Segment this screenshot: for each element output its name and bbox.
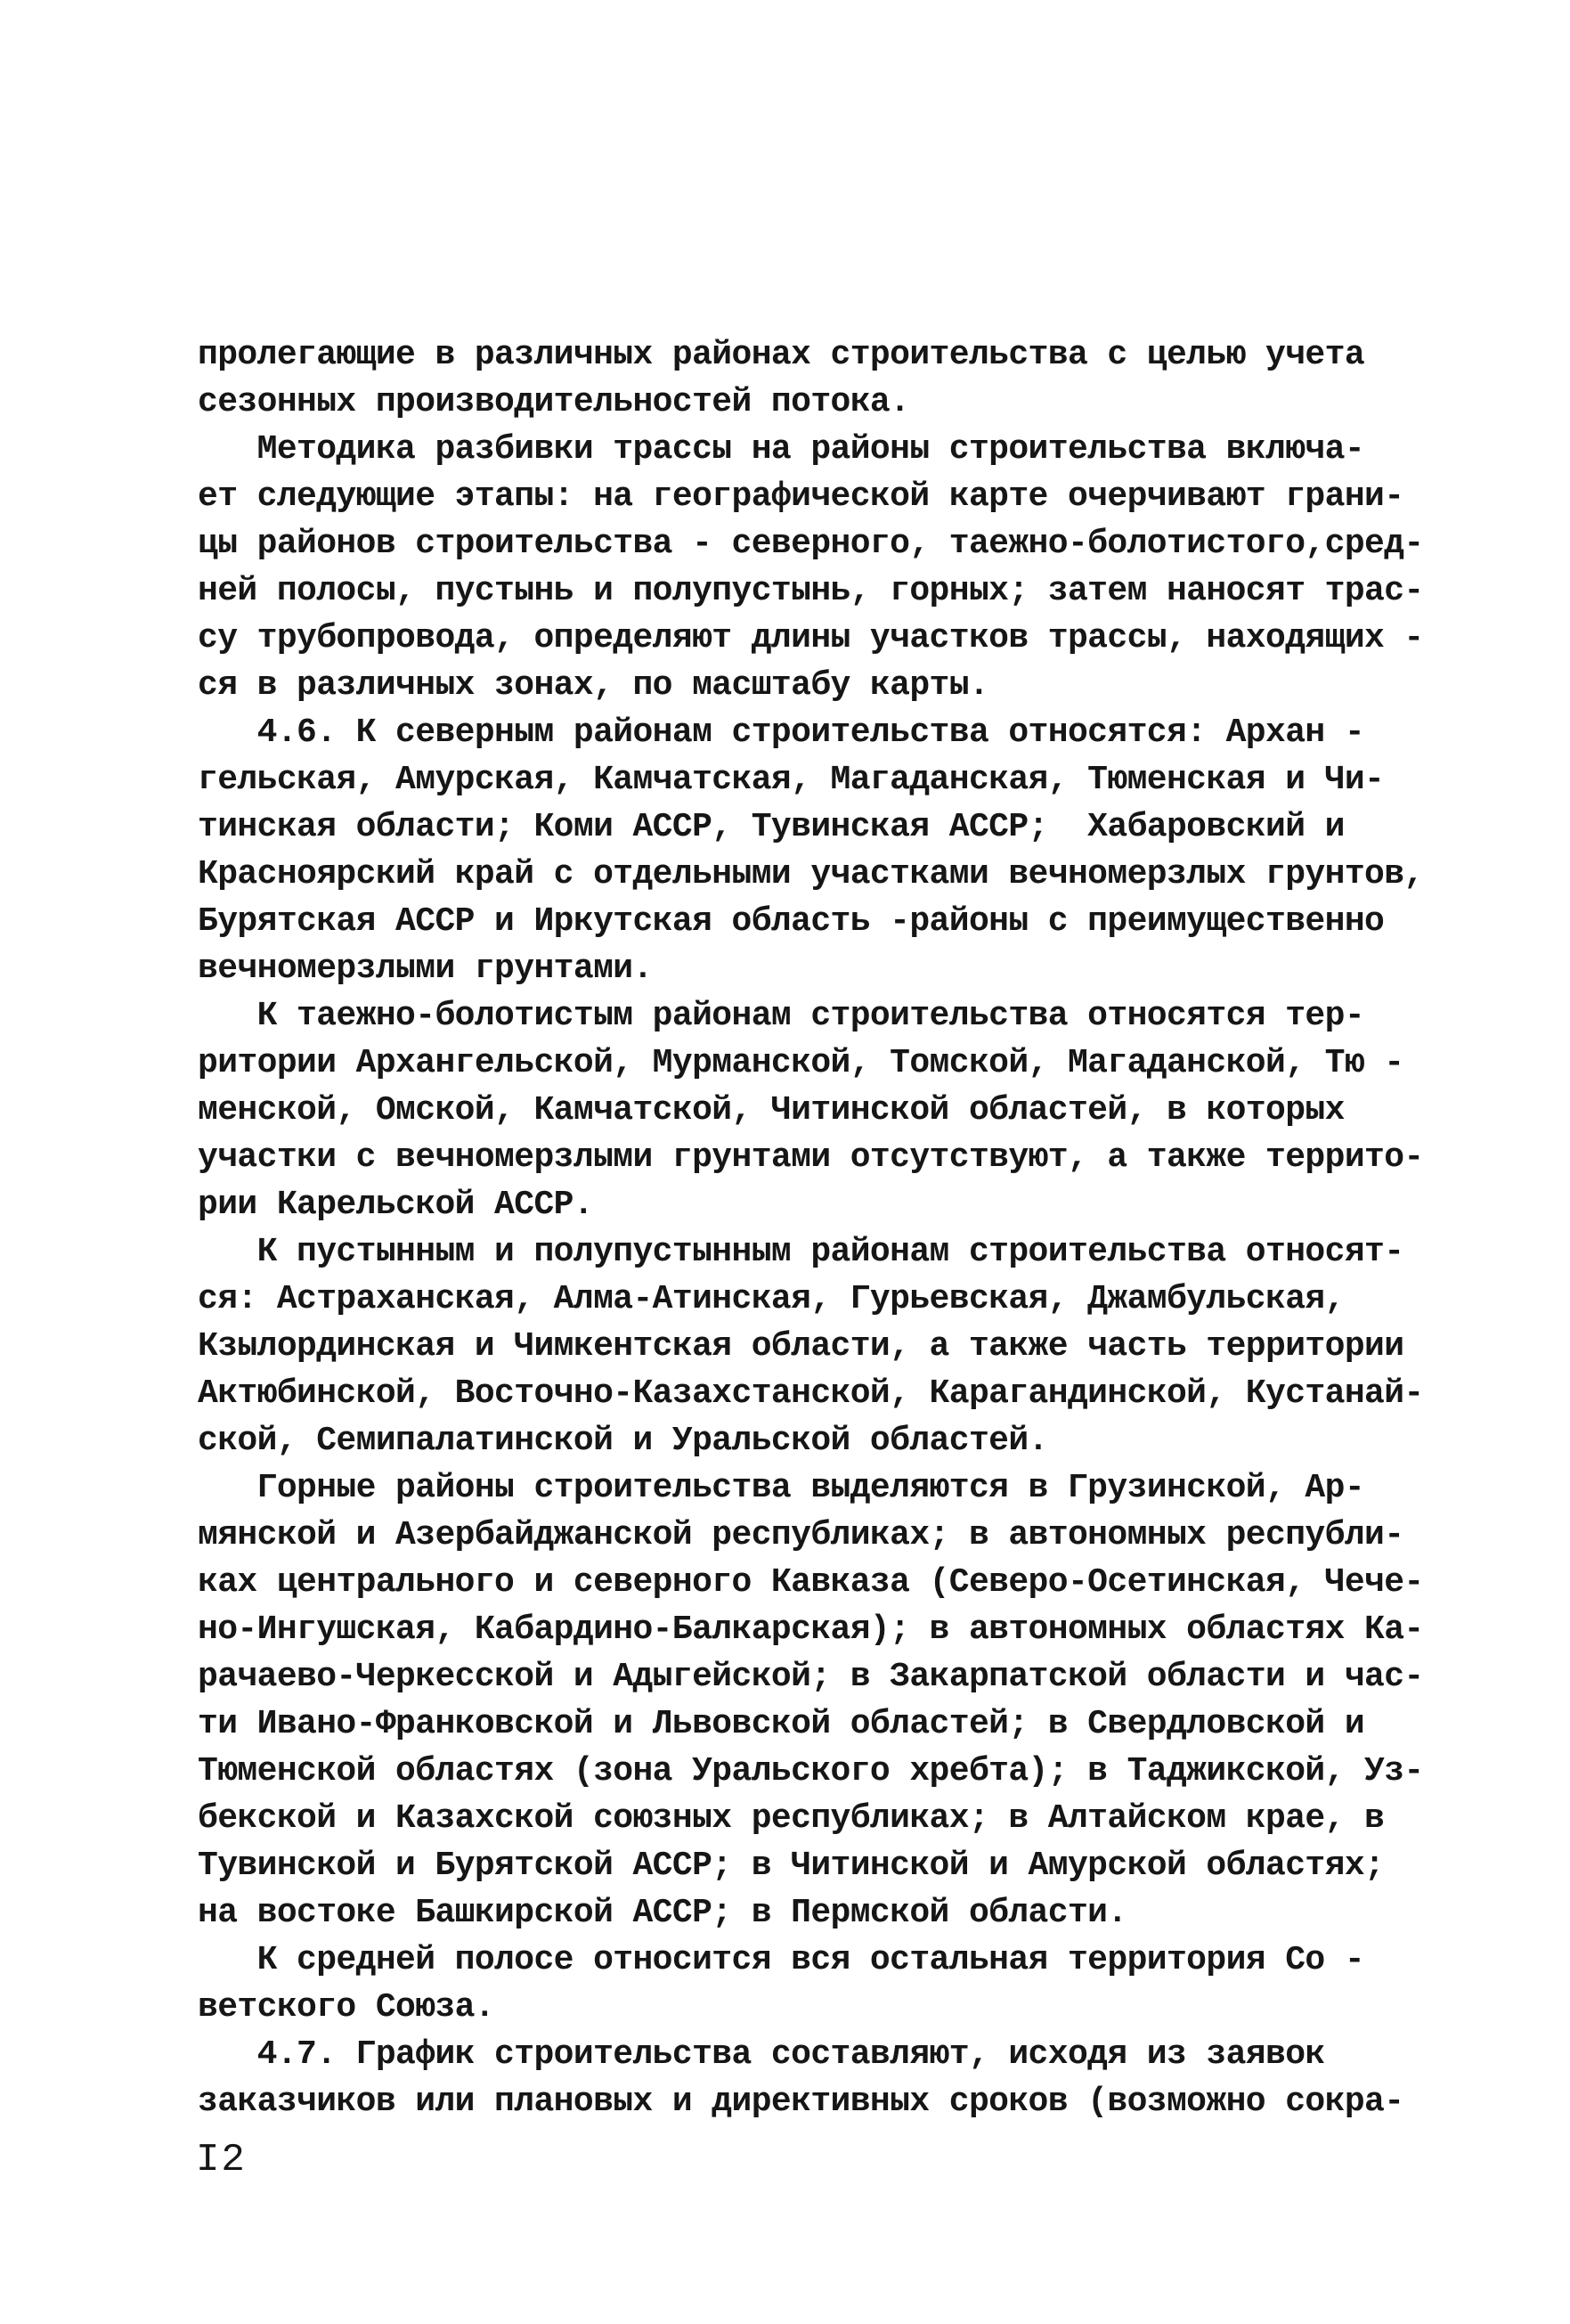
text-line: участки с вечномерзлыми грунтами отсутствуют, а также террито- [198,1138,1424,1177]
text-line: Методика разбивки трассы на районы строительства включа- [198,430,1365,469]
text-line: су трубопровода, определяют длины участков трассы, находящих - [198,619,1424,657]
text-line: ней полосы, пустынь и полупустынь, горных; затем наносят трас- [198,572,1424,610]
text-line: Бурятская АССР и Иркутская область -районы с преимущественно [198,902,1385,941]
text-line: 4.7. График строительства составляют, исходя из заявок [198,2035,1325,2074]
text-line: мянской и Азербайджанской республиках; в автономных республи- [198,1516,1404,1554]
text-line: ет следующие этапы: на географической карте очерчивают грани- [198,477,1404,516]
text-line: на востоке Башкирской АССР; в Пермской области. [198,1894,1127,1932]
text-line: заказчиков или плановых и директивных сроков (возможно сокра- [198,2083,1404,2121]
text-line: ской, Семипалатинской и Уральской областей. [198,1422,1048,1460]
body-text [198,331,1424,2125]
text-line: рии Карельской АССР. [198,1186,594,1224]
text-line: ритории Архангельской, Мурманской, Томской, Магаданской, Тю - [198,1044,1404,1082]
text-line: Тувинской и Бурятской АССР; в Читинской и Амурской областях; [198,1847,1385,1885]
text-line: ветского Союза. [198,1988,495,2026]
text-line: менской, Омской, Камчатской, Читинской областей, в которых [198,1091,1345,1129]
page-number: I2 [196,2138,247,2182]
text-line: Актюбинской, Восточно-Казахстанской, Карагандинской, Кустанай- [198,1374,1424,1413]
text-line: ся: Астраханская, Алма-Атинская, Гурьевская, Джамбульская, [198,1280,1345,1318]
text-line: ся в различных зонах, по масштабу карты. [198,666,989,705]
text-line: тинская области; Коми АССР, Тувинская АССР; Хабаровский и [198,808,1345,846]
text-line: Тюменской областях (зона Уральского хребта); в Таджикской, Уз- [198,1752,1424,1790]
text-line: цы районов строительства - северного, таежно-болотистого,сред- [198,525,1424,563]
text-line: сезонных производительностей потока. [198,383,910,421]
text-line: вечномерзлыми грунтами. [198,950,653,988]
text-line: Красноярский край с отдельными участками вечномерзлых грунтов, [198,855,1424,893]
text-line: рачаево-Черкесской и Адыгейской; в Закарпатской области и час- [198,1658,1424,1696]
text-line: бекской и Казахской союзных республиках; в Алтайском крае, в [198,1799,1385,1838]
text-line: Кзылординская и Чимкентская области, а также часть территории [198,1327,1404,1366]
text-line: ках центрального и северного Кавказа (Северо-Осетинская, Чече- [198,1563,1424,1602]
text-line: 4.6. К северным районам строительства относятся: Архан - [198,714,1365,752]
text-line: К таежно-болотистым районам строительства относятся тер- [198,997,1365,1035]
text-line: К средней полосе относится вся остальная территория Со - [198,1941,1365,1979]
text-line: гельская, Амурская, Камчатская, Магаданская, Тюменская и Чи- [198,761,1385,799]
text-line: Горные районы строительства выделяются в Грузинской, Ар- [198,1469,1365,1507]
text-line: К пустынным и полупустынным районам строительства относят- [198,1233,1404,1271]
text-line: ти Ивано-Франковской и Львовской областей; в Свердловской и [198,1705,1365,1743]
text-line: но-Ингушская, Кабардино-Балкарская); в автономных областях Ка- [198,1610,1424,1649]
text-line: пролегающие в различных районах строительства с целью учета [198,336,1365,374]
